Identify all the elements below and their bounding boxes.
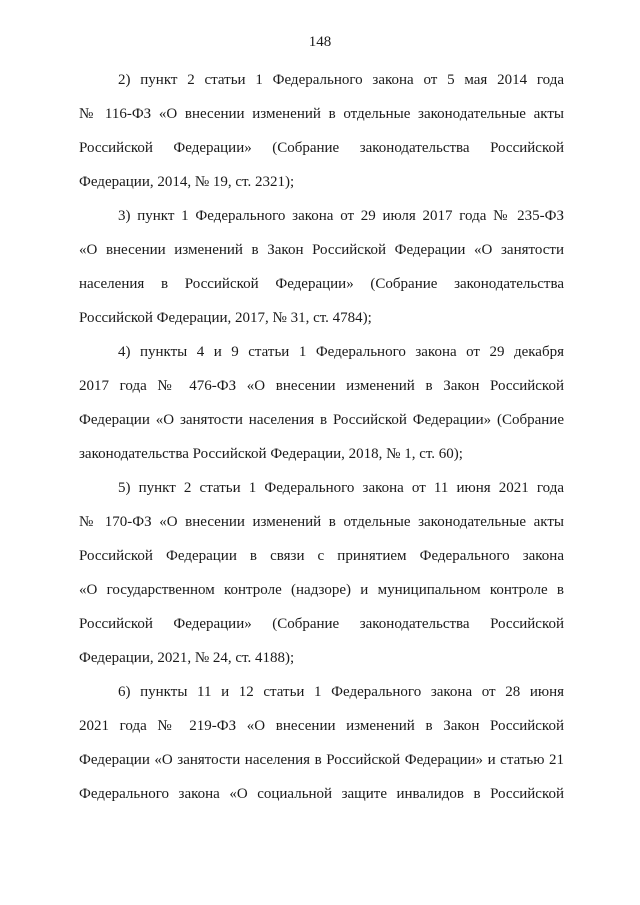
text-line: № 170-ФЗ «О внесении изменений в отдельные законодательные акты xyxy=(79,514,564,530)
text-line: 3) пункт 1 Федерального закона от 29 июля 2017 года № 235-ФЗ xyxy=(118,208,564,224)
text-line: Федерации «О занятости населения в Российской Федерации» и статью 21 xyxy=(79,752,564,768)
text-line: «О внесении изменений в Закон Российской Федерации «О занятости xyxy=(79,242,564,258)
text-line: Российской Федерации» (Собрание законодательства Российской xyxy=(79,616,564,632)
text-line: Российской Федерации в связи с принятием Федерального закона xyxy=(79,548,564,564)
text-line: 2021 года № 219-ФЗ «О внесении изменений в Закон Российской xyxy=(79,718,564,734)
text-line: «О государственном контроле (надзоре) и муниципальном контроле в xyxy=(79,582,564,598)
text-line: Федерации «О занятости населения в Российской Федерации» (Собрание xyxy=(79,412,564,428)
text-line: 5) пункт 2 статьи 1 Федерального закона от 11 июня 2021 года xyxy=(118,480,564,496)
text-line: 4) пункты 4 и 9 статьи 1 Федерального закона от 29 декабря xyxy=(118,344,564,360)
text-line: Российской Федерации» (Собрание законодательства Российской xyxy=(79,140,564,156)
text-line: 2) пункт 2 статьи 1 Федерального закона от 5 мая 2014 года xyxy=(118,72,564,88)
text-line: Федерального закона «О социальной защите инвалидов в Российской xyxy=(79,786,564,802)
text-line: 6) пункты 11 и 12 статьи 1 Федерального закона от 28 июня xyxy=(118,684,564,700)
page-number: 148 xyxy=(308,34,332,50)
text-line: законодательства Российской Федерации, 2018, № 1, ст. 60); xyxy=(79,446,463,462)
text-line: Федерации, 2021, № 24, ст. 4188); xyxy=(79,650,295,666)
text-line: Федерации, 2014, № 19, ст. 2321); xyxy=(79,174,295,190)
text-line: Российской Федерации, 2017, № 31, ст. 4784); xyxy=(79,310,372,326)
text-line: населения в Российской Федерации» (Собрание законодательства xyxy=(79,276,564,292)
document-body xyxy=(79,63,564,811)
text-line: 2017 года № 476-ФЗ «О внесении изменений в Закон Российской xyxy=(79,378,564,394)
text-line: № 116-ФЗ «О внесении изменений в отдельные законодательные акты xyxy=(79,106,564,122)
